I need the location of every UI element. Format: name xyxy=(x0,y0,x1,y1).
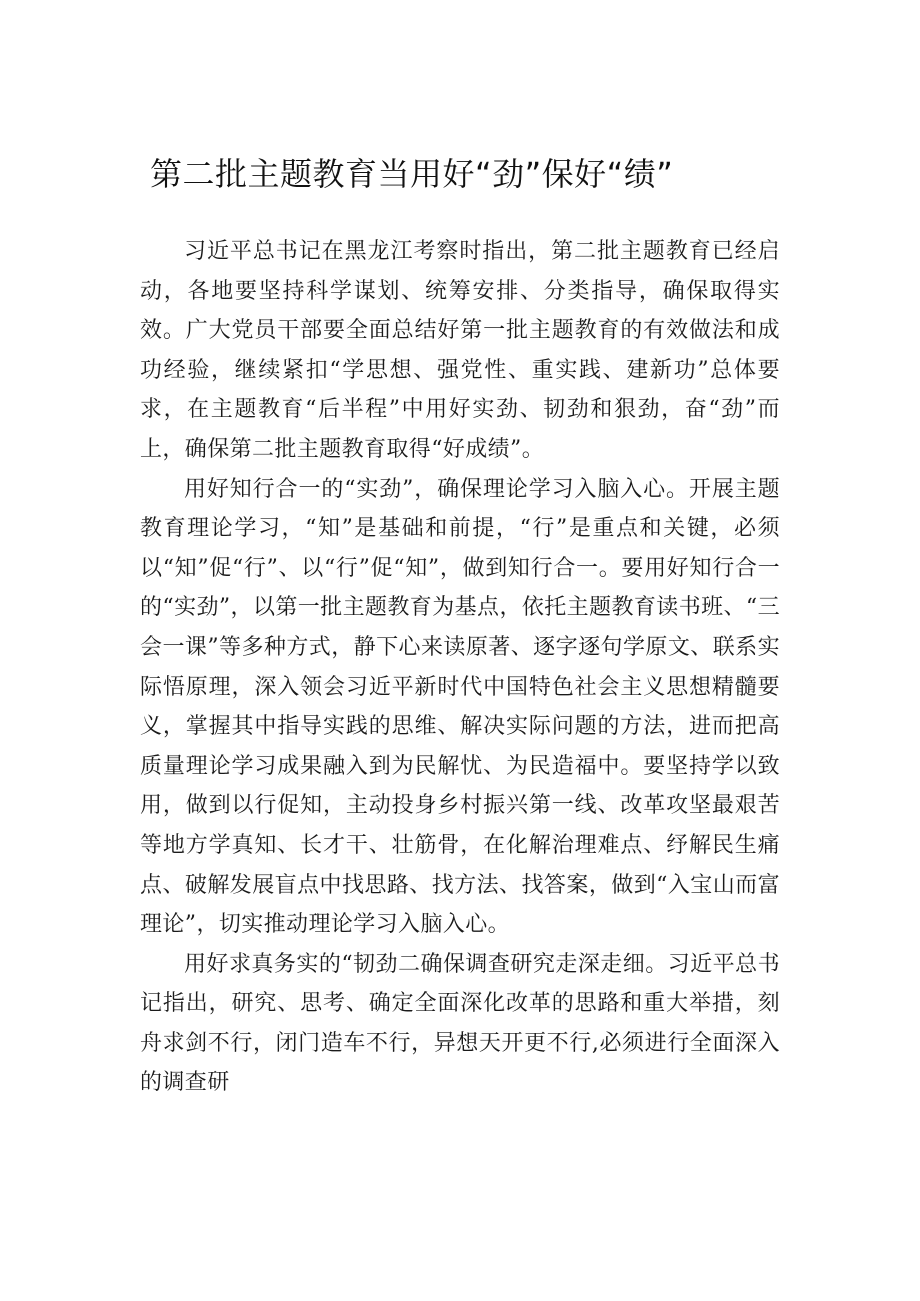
paragraph-perseverance: 用好求真务实的“韧劲二确保调查研究走深走细。习近平总书记指出，研究、思考、确定全面深化改革的思路和重大举措，刻舟求剑不行，闭门造车不行，异想天开更不行,必须进行全面深入的调查研 xyxy=(140,951,780,1096)
document-body xyxy=(140,232,780,1103)
paragraph-intro: 习近平总书记在黑龙江考察时指出，第二批主题教育已经启动，各地要坚持科学谋划、统筹安排、分类指导，确保取得实效。广大党员干部要全面总结好第一批主题教育的有效做法和成功经验，继续紧扣“学思想、强党性、重实践、建新功”总体要求，在主题教育“后半程”中用好实劲、韧劲和狠劲，奋“劲”而上，确保第二批主题教育取得“好成绩”。 xyxy=(140,239,780,462)
paragraph-practical-effort: 用好知行合一的“实劲”，确保理论学习入脑入心。开展主题教育理论学习，“知”是基础和前提，“行”是重点和关键，必须以“知”促“行”、以“行”促“知”，做到知行合一。要用好知行合一的“实劲”，以第一批主题教育为基点，依托主题教育读书班、“三会一课”等多种方式，静下心来读原著、逐字逐句学原文、联系实际悟原理，深入领会习近平新时代中国特色社会主义思想精髓要义，掌握其中指导实践的思维、解决实际问题的方法，进而把高质量理论学习成果融入到为民解忧、为民造福中。要坚持学以致用，做到以行促知，主动投身乡村振兴第一线、改革攻坚最艰苦等地方学真知、长才干、壮筋骨，在化解治理难点、纾解民生痛点、破解发展盲点中找思路、找方法、找答案，做到“入宝山而富理论”，切实推动理论学习入脑入心。 xyxy=(140,476,780,938)
document-title: 第二批主题教育当用好“劲”保好“绩” xyxy=(150,155,674,193)
